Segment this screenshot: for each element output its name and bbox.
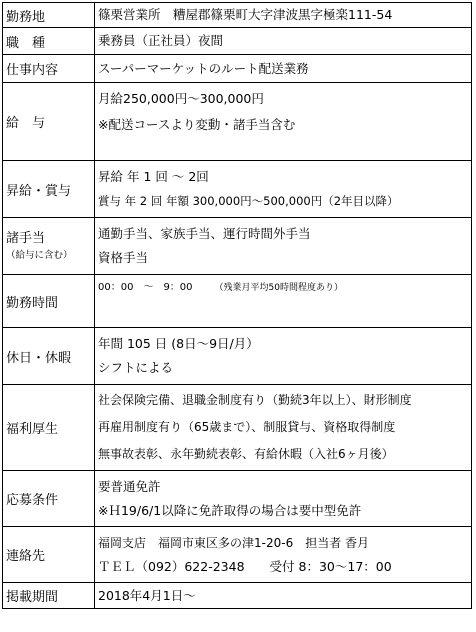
raise-bonus-value	[95, 161, 472, 218]
value-line: 社会保険完備、退職金制度有り（勤続3年以上）、財形制度	[98, 393, 412, 407]
contact-value	[95, 527, 472, 583]
value-line: 福岡支店 福岡市東区多の津1-20-6 担当者 香月	[98, 535, 370, 550]
row-label-raise-bonus: 昇給・賞与	[3, 161, 95, 218]
allowances-sublabel: （給与に含む）	[6, 250, 73, 261]
table-row	[3, 527, 472, 583]
row-label-holidays: 休日・休暇	[3, 328, 95, 385]
row-label-contact: 連絡先	[3, 527, 95, 583]
table-row	[3, 3, 472, 28]
row-label-salary: 給 与	[3, 83, 95, 161]
allowances-label: 諸手当	[6, 231, 46, 246]
holidays-value	[95, 328, 472, 385]
row-label-allowances	[3, 218, 95, 275]
table-row	[3, 83, 472, 161]
job-type-value	[95, 28, 472, 55]
value-line: スーパーマーケットのルート配送業務	[98, 60, 309, 76]
value-line: 要普通免許	[98, 478, 161, 494]
allowances-value	[95, 218, 472, 275]
row-label-working-hours: 勤務時間	[3, 275, 95, 328]
table-row	[3, 218, 472, 275]
value-line: 昇給 年 1 回 〜 2回	[98, 169, 209, 184]
table-row	[3, 328, 472, 385]
value-line: 年間 105 日 (8日〜9日/月）	[98, 336, 259, 351]
value-line: ※Ｈ19/6/1以降に免許取得の場合は要中型免許	[98, 502, 362, 518]
value-line: 無事故表彰、永年勤続表彰、有給休暇（入社6ヶ月後）	[98, 447, 394, 461]
value-line: 篠栗営業所 糟屋郡篠栗町大字津波黒字極楽111-54	[98, 7, 393, 22]
table-row	[3, 471, 472, 527]
table-row	[3, 28, 472, 55]
value-line: 賞与 年 2 回 年額 300,000円〜500,000円（2年目以降）	[98, 194, 399, 208]
table-row	[3, 385, 472, 471]
value-line: シフトによる	[98, 360, 174, 375]
job-info-table	[2, 2, 472, 609]
working-hours-value	[95, 275, 472, 328]
row-label-job-type: 職 種	[3, 28, 95, 55]
table-row	[3, 161, 472, 218]
job-info-sheet	[2, 2, 472, 609]
value-line: 2018年4月1日〜	[98, 587, 196, 603]
row-label-requirements: 応募条件	[3, 471, 95, 527]
value-line: 月給250,000円〜300,000円	[98, 91, 264, 106]
working-hours-time: 00：00 〜 9：00	[98, 282, 193, 293]
value-line: 資格手当	[98, 250, 149, 265]
job-description-value	[95, 55, 472, 83]
row-label-job-description: 仕事内容	[3, 55, 95, 83]
work-location-value	[95, 3, 472, 28]
value-line: 通勤手当、家族手当、運行時間外手当	[98, 226, 311, 241]
posting-period-value	[95, 583, 472, 609]
value-line: 乗務員（正社員）夜間	[98, 33, 224, 48]
overtime-note: （残業月平均50時間程度あり）	[214, 283, 343, 293]
value-line: ＴＥＬ（092）622-2348 受付 8：30〜17：00	[98, 558, 392, 574]
table-row	[3, 583, 472, 609]
salary-value	[95, 83, 472, 161]
row-label-posting-period: 掲載期間	[3, 583, 95, 609]
benefits-value	[95, 385, 472, 471]
requirements-value	[95, 471, 472, 527]
row-label-work-location: 勤務地	[3, 3, 95, 28]
row-label-benefits: 福利厚生	[3, 385, 95, 471]
value-line: ※配送コースより変動・諸手当含む	[98, 117, 296, 132]
table-row	[3, 55, 472, 83]
value-line: 再雇用制度有り（65歳まで）、制服貸与、資格取得制度	[98, 420, 396, 434]
table-row	[3, 275, 472, 328]
